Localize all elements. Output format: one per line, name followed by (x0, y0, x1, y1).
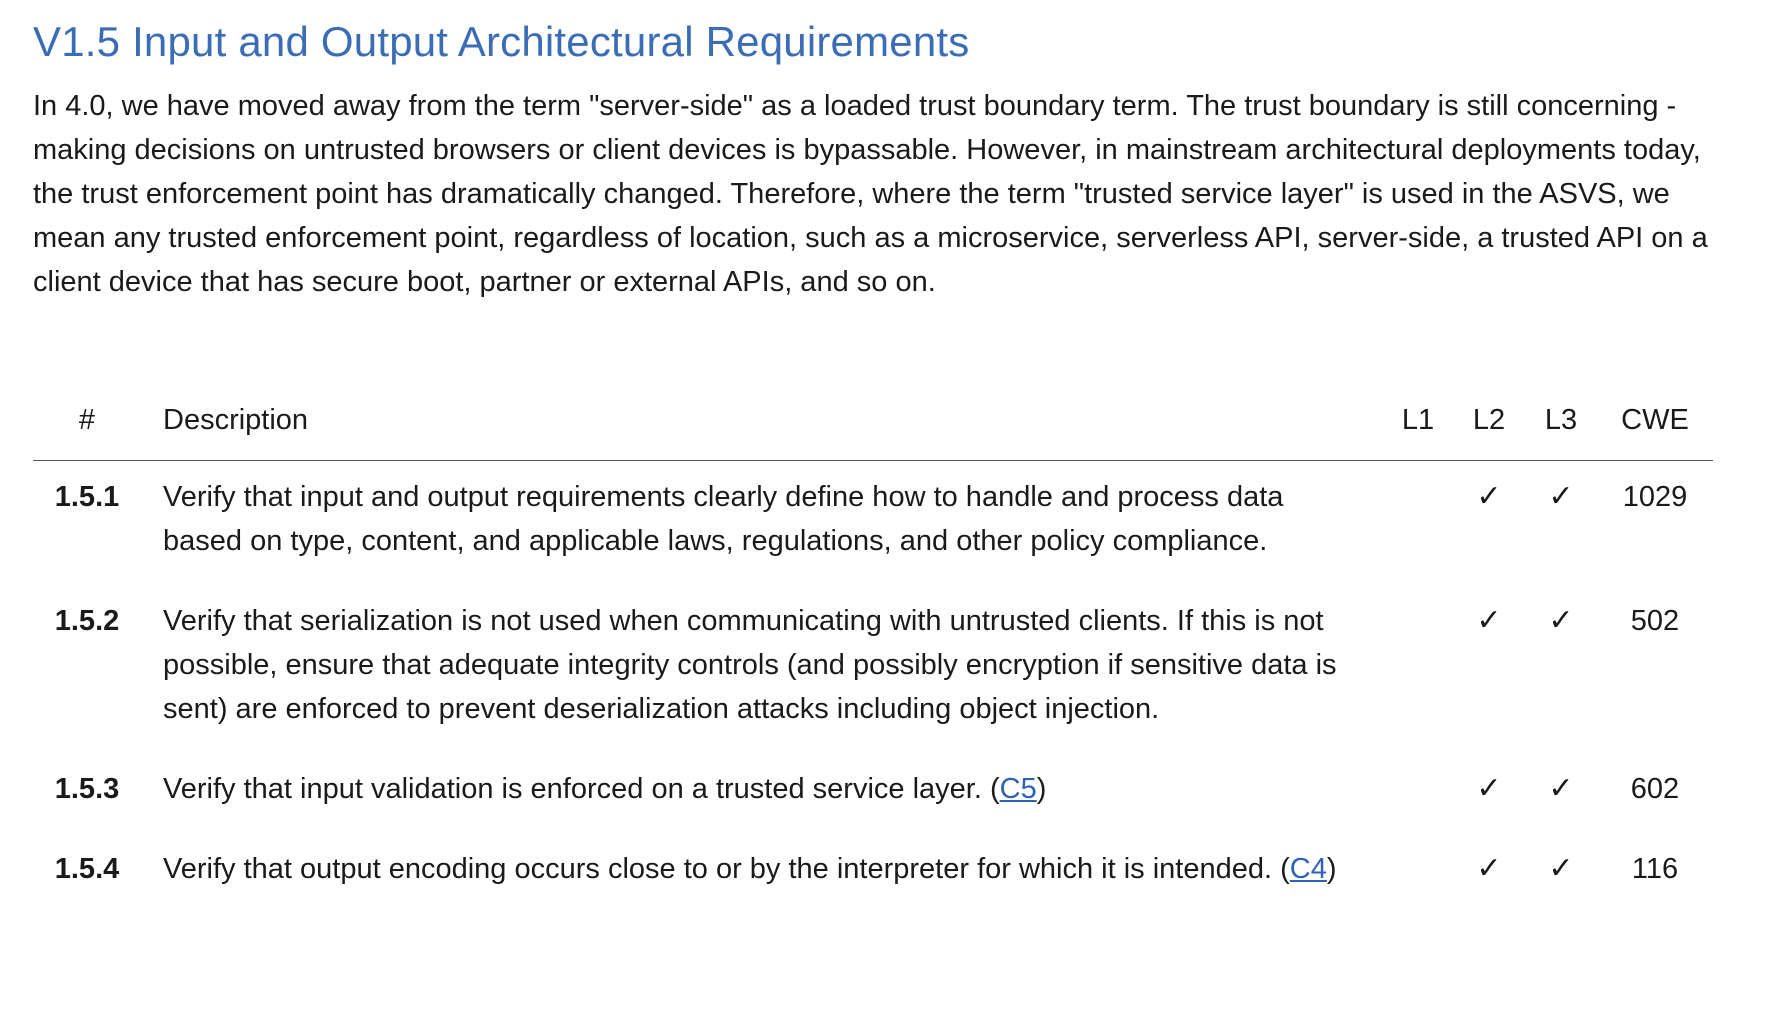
l2-check-icon: ✓ (1476, 603, 1502, 638)
section-title: V1.5 Input and Output Architectural Requirements (33, 18, 970, 65)
l2-check-icon: ✓ (1476, 771, 1502, 806)
header-number: # (33, 380, 163, 461)
table-row (33, 461, 1713, 586)
requirement-id: 1.5.3 (54, 773, 120, 805)
header-l3: L3 (1525, 380, 1597, 461)
l1-cell (1383, 833, 1453, 913)
reference-link-c5[interactable]: C5 (999, 773, 1037, 805)
requirement-id: 1.5.1 (54, 481, 120, 513)
cwe-value: 602 (1630, 773, 1680, 805)
requirements-table (33, 380, 1713, 913)
header-cwe: CWE (1597, 380, 1713, 461)
document-page (33, 14, 1713, 886)
requirement-description (163, 833, 1383, 913)
header-description: Description (163, 380, 1383, 461)
table-row (33, 585, 1713, 753)
table-header-row (33, 380, 1713, 461)
l1-cell (1383, 753, 1453, 833)
header-l1: L1 (1383, 380, 1453, 461)
description-text: Verify that input validation is enforced on a trusted service layer. ( (163, 773, 1000, 805)
description-text-end: ) (1326, 853, 1337, 885)
l1-cell (1383, 585, 1453, 753)
l3-check-icon: ✓ (1548, 771, 1574, 806)
cwe-value: 116 (1631, 853, 1679, 885)
table-row (33, 753, 1713, 833)
requirement-description (163, 753, 1383, 833)
reference-link-c4[interactable]: C4 (1289, 853, 1327, 885)
description-text-end: ) (1036, 773, 1047, 805)
requirement-id: 1.5.2 (54, 605, 120, 637)
l3-check-icon: ✓ (1548, 851, 1574, 886)
l3-check-icon: ✓ (1548, 603, 1574, 638)
cwe-value: 1029 (1622, 481, 1688, 513)
header-l2: L2 (1453, 380, 1525, 461)
l2-check-icon: ✓ (1476, 851, 1502, 886)
requirement-description: Verify that input and output requirements clearly define how to handle and process data based on type, content, and applicable laws, regulations, and other policy compliance. (163, 481, 1284, 557)
requirement-description: Verify that serialization is not used when communicating with untrusted clients. If this is not possible, ensure that adequate integrity controls (and possibly encryption if sensitive data is sent) are enforced to prevent deserialization attacks including object injection. (163, 605, 1337, 725)
requirement-id: 1.5.4 (54, 853, 120, 885)
table-row (33, 833, 1713, 913)
intro-paragraph: In 4.0, we have moved away from the term "server-side" as a loaded trust boundary term. The trust boundary is still concerning - making decisions on untrusted browsers or client devices is bypassable. However, in mainstream architectural deployments today, the trust enforcement point has dramatically changed. Therefore, where the term "trusted service layer" is used in the ASVS, we mean any trusted enforcement point, regardless of location, such as a microservice, serverless API, server-side, a trusted API on a client device that has secure boot, partner or external APIs, and so on. (33, 90, 1708, 298)
l3-check-icon: ✓ (1548, 479, 1574, 514)
cwe-value: 502 (1630, 605, 1680, 637)
l1-cell (1383, 461, 1453, 586)
l2-check-icon: ✓ (1476, 479, 1502, 514)
description-text: Verify that output encoding occurs close to or by the interpreter for which it is intended. ( (163, 853, 1290, 885)
